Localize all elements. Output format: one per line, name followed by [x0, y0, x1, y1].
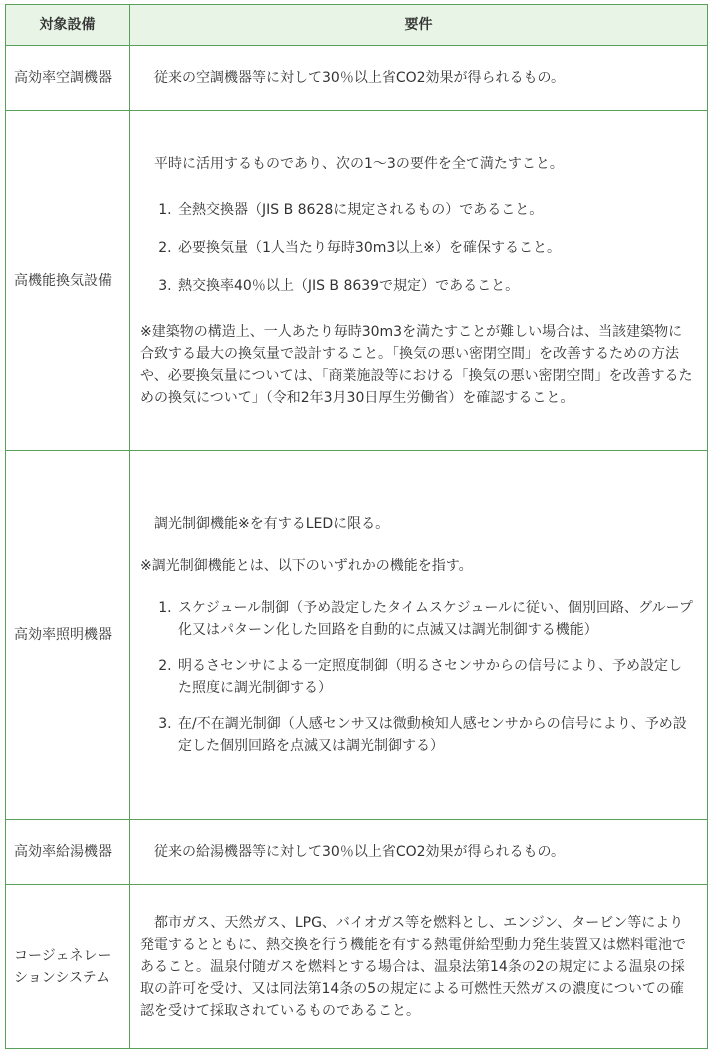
list-item: 2. 必要換気量（1人当たり毎時30m3以上※）を確保すること。 — [176, 237, 693, 259]
list-item: 1. 全熱交換器（JIS B 8628に規定されるもの）であること。 — [176, 199, 693, 221]
equipment-cell: 高効率給湯機器 — [6, 820, 130, 885]
requirement-cell — [130, 451, 708, 820]
requirement-cell — [130, 885, 708, 1049]
header-equipment: 対象設備 — [6, 5, 130, 46]
requirement-note: ※建築物の構造上、一人あたり毎時30m3を満たすことが難しい場合は、当該建築物に合致する最大の換気量で設計すること。「換気の悪い密閉空間」を改善するための方法や、必要換気量については、「商業施設等における「換気の悪い密閉空間」を改善するための換気について」（令和2年3月30日厚生労働省）を確認すること。 — [140, 323, 693, 406]
requirement-cell — [130, 111, 708, 451]
requirement-intro: 平時に活用するものであり、次の1～3の要件を全て満たすこと。 — [154, 155, 564, 172]
table-row — [6, 820, 708, 885]
table-row — [6, 46, 708, 111]
requirement-text: 都市ガス、天然ガス、LPG、バイオガス等を燃料とし、エンジン、タービン等により発電するとともに、熱交換を行う機能を有する熱電併給型動力発生装置又は燃料電池であること。温泉付随ガスを燃料とする場合は、温泉法第14条の2の規定による温泉の採取の許可を受け、又は同法第14条の5の規定による可燃性天然ガスの濃度についての確認を受けて採取されているものであること。 — [140, 914, 686, 1019]
requirement-text: 従来の給湯機器等に対して30％以上省CO2効果が得られるもの。 — [154, 844, 565, 860]
list-item: 2. 明るさセンサによる一定照度制御（明るさセンサからの信号により、予め設定した照度に調光制御する） — [176, 655, 693, 699]
requirement-list — [140, 597, 693, 757]
equipment-cell: 高機能換気設備 — [6, 111, 130, 451]
requirement-text: 従来の空調機器等に対して30％以上省CO2効果が得られるもの。 — [154, 70, 565, 86]
list-item: 3. 熱交換率40％以上（JIS B 8639で規定）であること。 — [176, 275, 693, 297]
equipment-cell: コージェネレーションシステム — [6, 885, 130, 1049]
table-row — [6, 451, 708, 820]
requirement-list — [140, 199, 693, 297]
list-item: 3. 在/不在調光制御（人感センサ又は微動検知人感センサからの信号により、予め設定した個別回路を点滅又は調光制御する） — [176, 713, 693, 757]
table-row — [6, 885, 708, 1049]
requirement-cell — [130, 820, 708, 885]
equipment-cell: 高効率照明機器 — [6, 451, 130, 820]
header-requirements: 要件 — [130, 5, 708, 46]
requirements-table — [5, 4, 708, 1049]
requirement-cell — [130, 46, 708, 111]
table-row — [6, 111, 708, 451]
list-item: 1. スケジュール制御（予め設定したタイムスケジュールに従い、個別回路、グループ化又はパターン化した回路を自動的に点滅又は調光制御する機能） — [176, 597, 693, 641]
equipment-cell: 高効率空調機器 — [6, 46, 130, 111]
requirement-note: ※調光制御機能とは、以下のいずれかの機能を指す。 — [140, 558, 473, 574]
requirement-intro: 調光制御機能※を有するLEDに限る。 — [154, 516, 390, 532]
table-header-row — [6, 5, 708, 46]
